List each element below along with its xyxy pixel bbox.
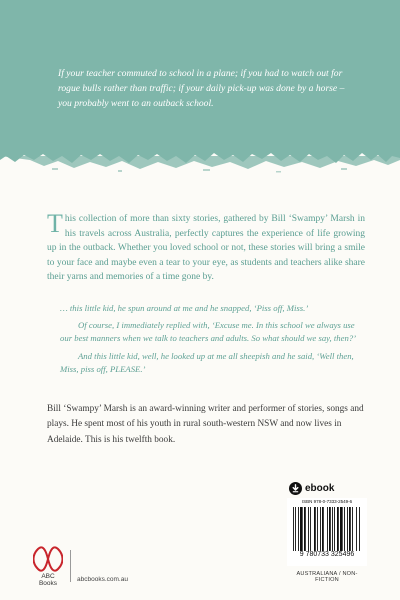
barcode-bar [347,507,348,551]
excerpt-line-2: Of course, I immediately replied with, ‘Excuse me. In this school we always use our best manners when we talk to teachers and adults. So what should we say, then?’ [60,320,357,344]
barcode-bar [329,507,331,551]
blurb-text: his collection of more than sixty stories, gathered by Bill ‘Swampy’ Marsh in his travels across Australia, perfectly captures the experience of life growing up in the outback. Whether you loved school or not, these stories will bring a smile to your face and maybe even a tear to your eye, as students and teachers alike share their yarns and memories of a time gone by. [47,214,365,283]
barcode-bar [310,507,311,551]
barcode-bar [352,507,353,551]
barcode-bar [293,507,294,551]
story-excerpt [60,302,360,380]
barcode-bar [300,507,303,551]
author-bio: Bill ‘Swampy’ Marsh is an award-winning writer and performer of stories, songs and plays. He spent most of his youth in rural south-western NSW and now lives in Adelaide. This is his twelfth book. [47,404,364,445]
barcode-bar [356,507,357,551]
blurb-paragraph [47,209,365,285]
barcode-bar [298,507,299,551]
barcode-bar [317,507,318,551]
barcode-bar [314,507,316,551]
barcode-number: 9 780733 325496 [299,551,355,558]
barcode-bar [337,507,339,551]
isbn-label: ISBN 978-0-7333-2549-6 [301,499,353,504]
barcode-bar [340,507,343,551]
barcode-bar [304,507,306,551]
barcode-bar [295,507,296,551]
ebook-badge [289,482,334,495]
cover-tagline: If your teacher commuted to school in a plane; if you had to watch out for rogue bulls rather than traffic; if your daily pick-up was done by a horse – you probably went to an outback school. [58,68,345,110]
barcode-bar [320,507,321,551]
publisher-divider [70,550,71,582]
excerpt-line-1: … this little kid, he spun around at me and he snapped, ‘Piss off, Miss.’ [60,303,309,313]
ebook-label: ebook [305,483,335,494]
barcode-bar [327,507,328,551]
publisher-website-link[interactable]: abcbooks.com.au [77,576,128,583]
barcode-bar [332,507,333,551]
publisher-name: ABC Books [38,573,58,587]
barcode-bar [334,507,335,551]
blurb-dropcap: T [47,209,63,238]
barcode-bar [322,507,324,551]
barcode-bars [293,507,361,551]
isbn-barcode [287,498,367,566]
download-circle-icon [289,482,302,495]
excerpt-line-3: And this little kid, well, he looked up at me all sheepish and he said, ‘Well then, Miss, piss off, PLEASE.’ [60,350,354,374]
barcode-bar [349,507,351,551]
barcode-bar [359,507,360,551]
category-label: AUSTRALIANA / NON-FICTION [296,571,358,583]
barcode-bar [344,507,345,551]
barcode-bar [308,507,309,551]
abc-lissajous-logo [33,545,63,573]
